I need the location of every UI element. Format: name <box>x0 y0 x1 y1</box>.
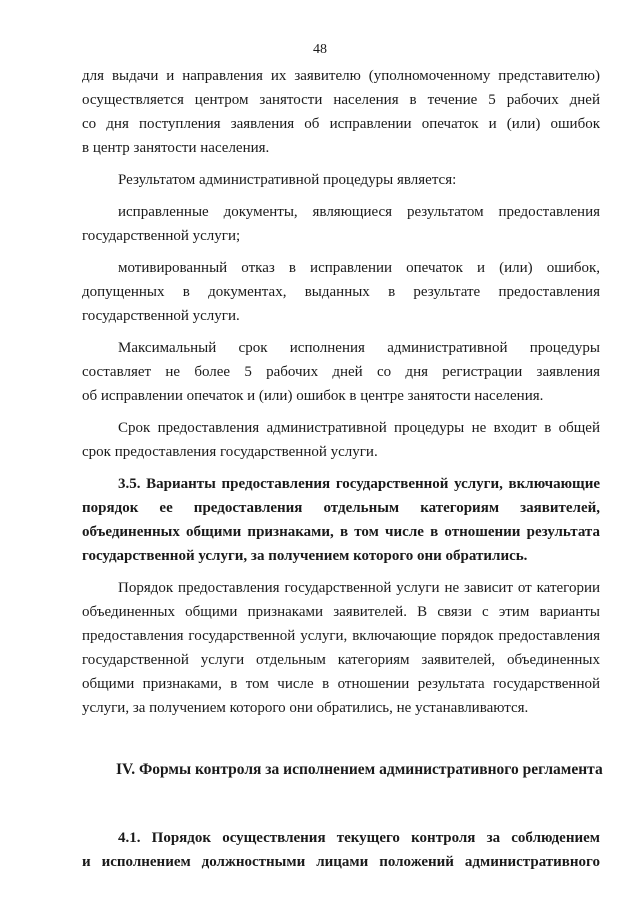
paragraph-max-term <box>82 336 600 408</box>
text-line: услуги, за получением которого они обратились, не устанавливаются. <box>82 700 529 716</box>
text-line: осуществляется центром занятости населения в течение 5 рабочих дней <box>82 92 600 108</box>
page-number: 48 <box>313 42 327 57</box>
heading-line: 3.5. Варианты предоставления государственной услуги, включающие <box>118 476 600 492</box>
text-line: допущенных в документах, выданных в результате предоставления <box>82 284 600 300</box>
section-heading-4-1 <box>82 826 600 874</box>
section-heading-3-5 <box>82 472 600 568</box>
paragraph-term-note <box>82 416 600 464</box>
heading-line: объединенных общими признаками, в том числе в отношении результата <box>82 524 600 540</box>
text-line: Максимальный срок исполнения административной процедуры <box>118 340 600 356</box>
page-content <box>82 64 603 882</box>
text-line: Срок предоставления административной процедуры не входит в общей <box>118 420 600 436</box>
text-line: Результатом административной процедуры является: <box>118 172 457 188</box>
text-line: предоставления государственной услуги, включающие порядок предоставления <box>82 628 600 644</box>
paragraph-corrected-docs <box>82 200 600 248</box>
text-line: государственной услуги; <box>82 228 241 244</box>
heading-line: государственной услуги, за получением которого они обратились. <box>82 548 528 564</box>
text-line: Порядок предоставления государственной услуги не зависит от категории <box>118 580 600 596</box>
text-line: об исправлении опечаток и (или) ошибок в центре занятости населения. <box>82 388 544 404</box>
text-line: составляет не более 5 рабочих дней со дня регистрации заявления <box>82 364 600 380</box>
heading-line: порядок ее предоставления отдельным категориям заявителей, <box>82 500 600 516</box>
text-line: срок предоставления государственной услуги. <box>82 444 378 460</box>
paragraph-continuation <box>82 64 600 160</box>
text-line: в центр занятости населения. <box>82 140 270 156</box>
text-line: государственной услуги отдельным категориям заявителей, объединенных <box>82 652 600 668</box>
text-line: мотивированный отказ в исправлении опечаток и (или) ошибок, <box>118 260 600 276</box>
heading-line: 4.1. Порядок осуществления текущего контроля за соблюдением <box>118 830 600 846</box>
text-line: исправленные документы, являющиеся результатом предоставления <box>118 204 600 220</box>
section-heading-iv: IV. Формы контроля за исполнением административного регламента <box>116 761 603 778</box>
paragraph-variants <box>82 576 600 720</box>
text-line: общими признаками, в том числе в отношении результата государственной <box>82 676 600 692</box>
text-line: для выдачи и направления их заявителю (уполномоченному представителю) <box>82 68 600 84</box>
text-line: государственной услуги. <box>82 308 240 324</box>
paragraph-result-intro <box>82 168 600 192</box>
text-line: со дня поступления заявления об исправлении опечаток и (или) ошибок <box>82 116 600 132</box>
heading-line: и исполнением должностными лицами положений административного <box>82 854 600 870</box>
paragraph-refusal <box>82 256 600 328</box>
text-line: объединенных общими признаками заявителей. В связи с этим варианты <box>82 604 600 620</box>
